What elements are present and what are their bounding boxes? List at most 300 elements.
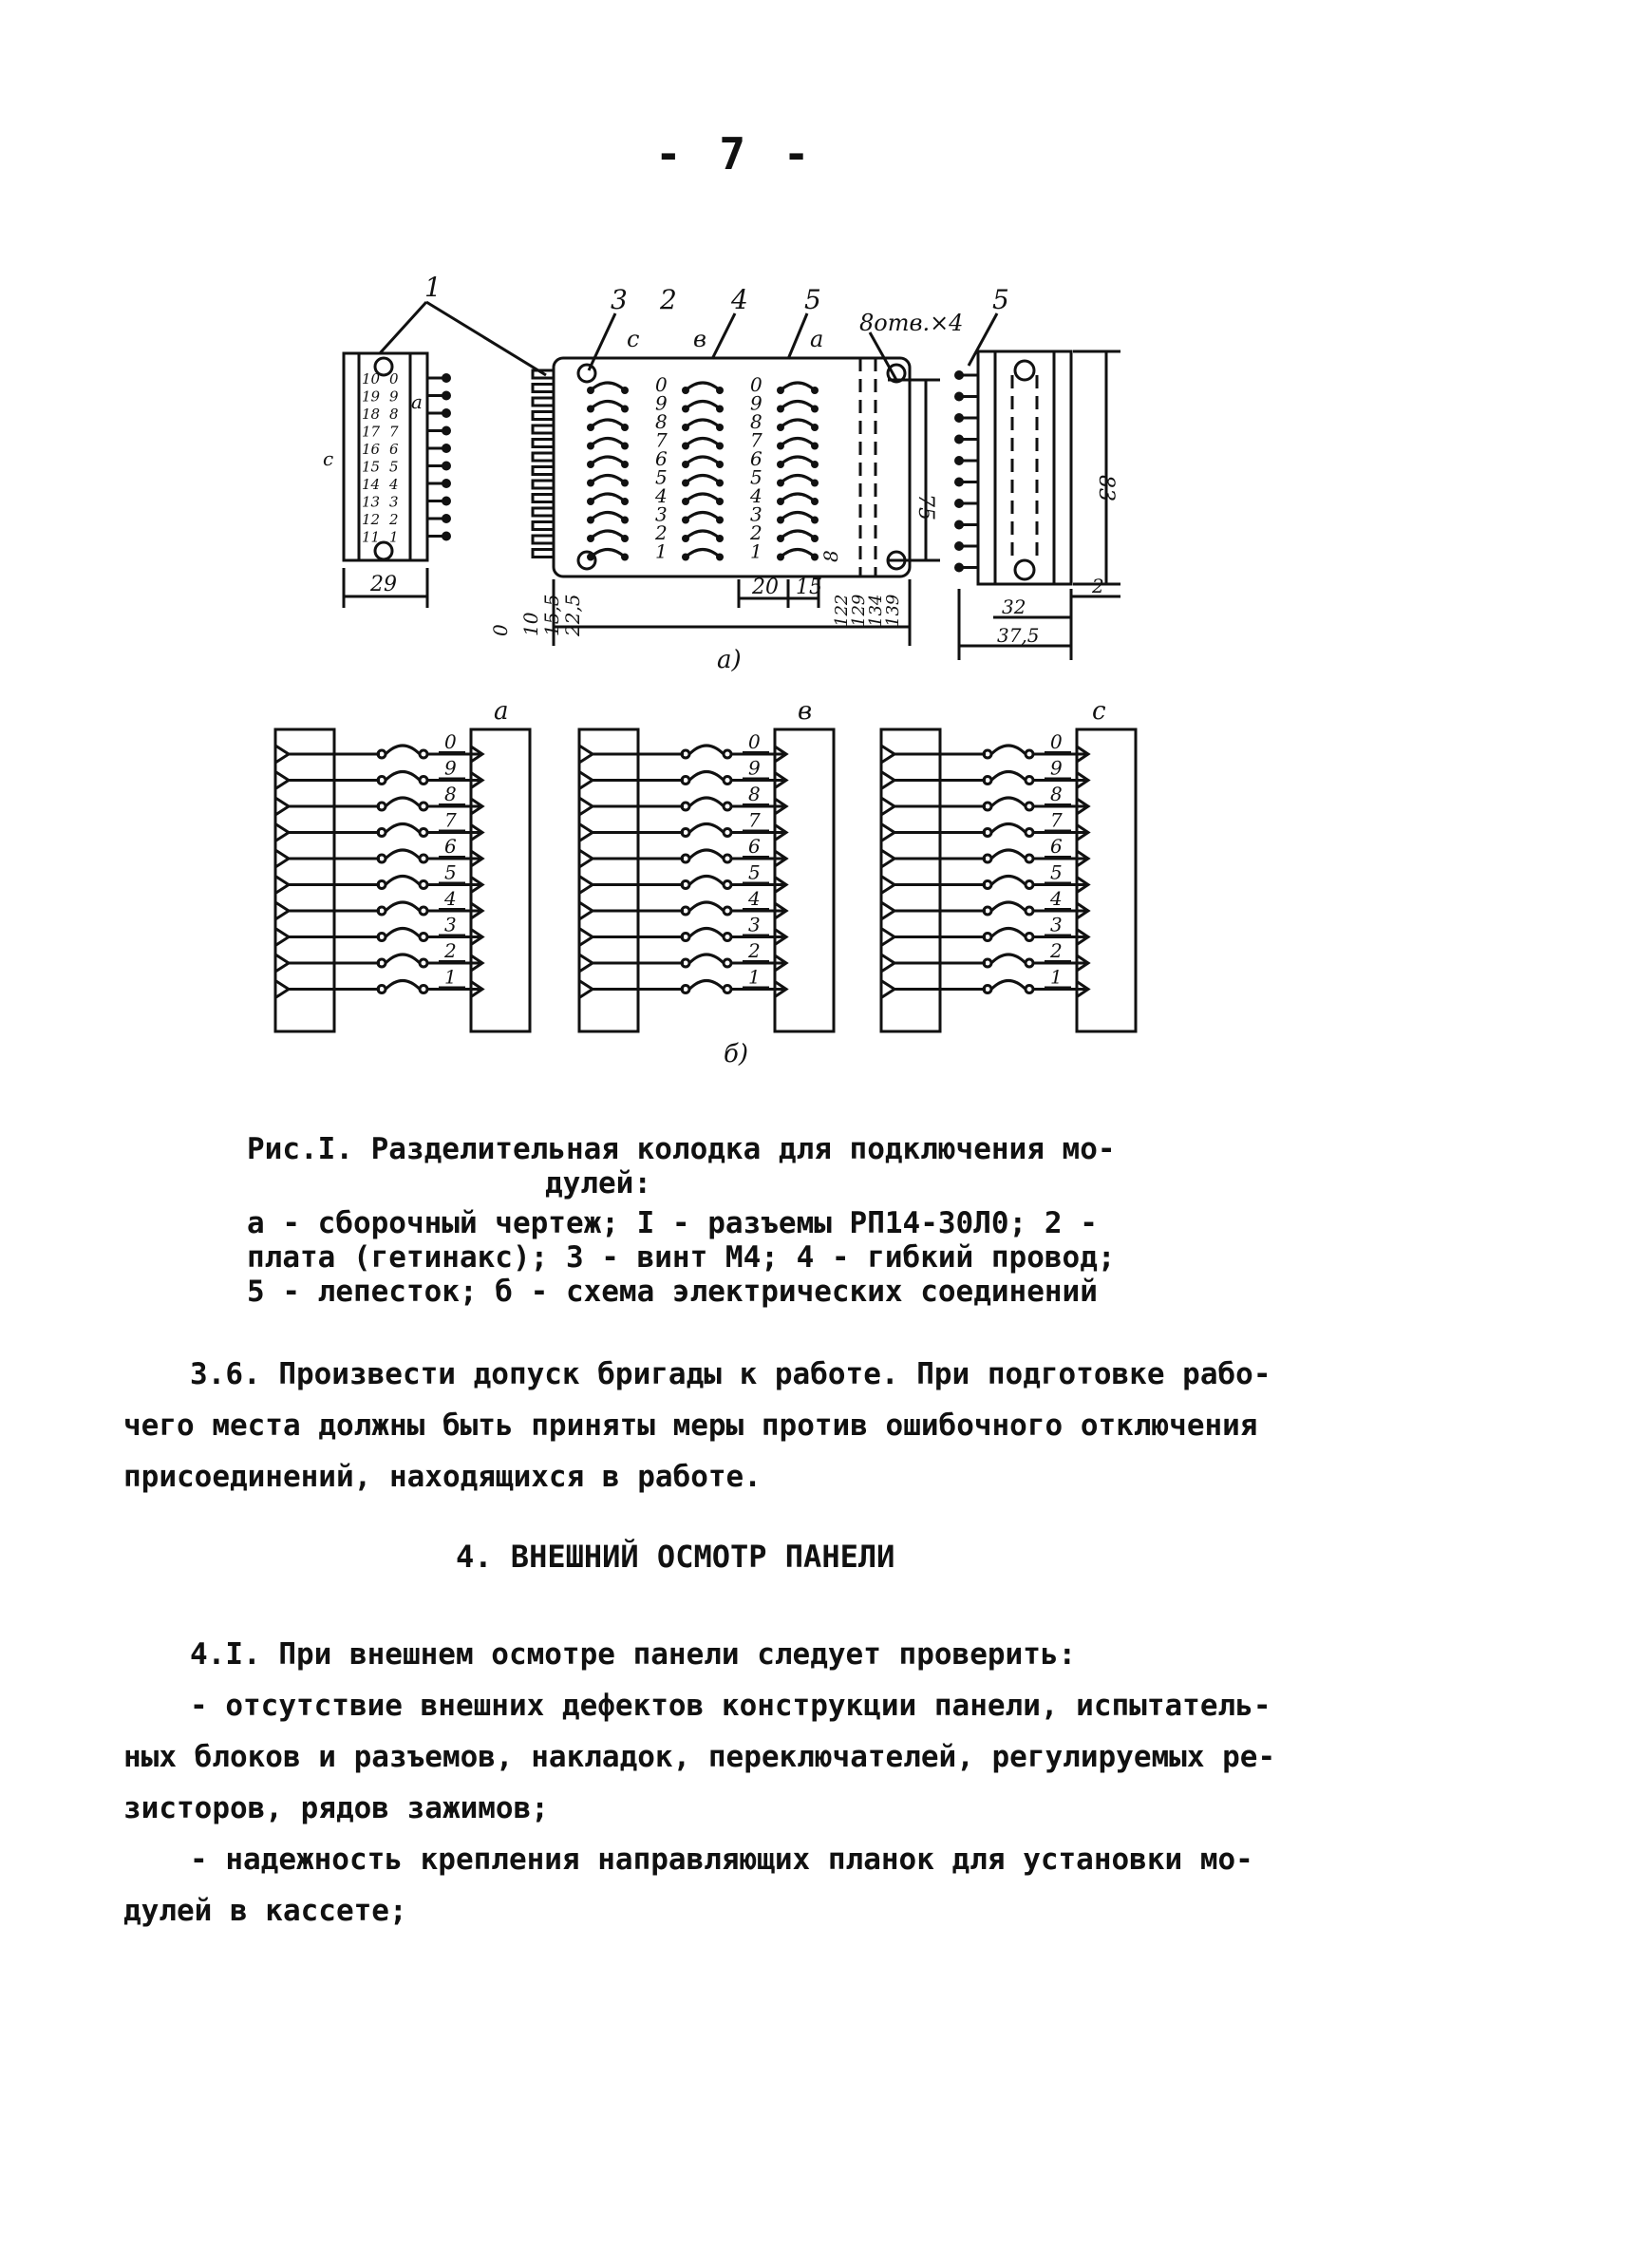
side-pin-number-c: 17: [362, 423, 381, 441]
dim-0: 0: [489, 624, 512, 636]
plate-jumper-end: [587, 554, 594, 561]
schematic-link-arc: [386, 746, 420, 754]
left-connector-pin: [442, 426, 451, 436]
schematic-link-node: [1026, 829, 1033, 837]
caption-legend-line1: a - сборочный чертеж; I - разъемы РП14-30Л0; 2 -: [247, 1206, 1098, 1240]
schematic-input-chevron: [881, 850, 894, 867]
schematic-link-node: [724, 803, 731, 810]
dim-134: 134: [866, 594, 886, 627]
side-pin-number-a: 4: [389, 476, 399, 493]
plate-jumper-arc: [781, 439, 815, 446]
plate-jumper-arc: [781, 383, 815, 390]
paragraph-3-6: [123, 1349, 1519, 1503]
schematic-input-chevron: [579, 798, 593, 815]
side-pin-number-c: 11: [362, 528, 381, 546]
para-4-1-line6: дулей в кассете;: [123, 1894, 407, 1928]
plate-jumper-arc: [781, 420, 815, 427]
plate-jumper-end: [777, 424, 784, 431]
plate-jumper-end: [621, 498, 629, 505]
schematic-link-arc: [386, 929, 420, 937]
plate-jumper-end: [811, 443, 819, 450]
caption-legend-line2: плата (гетинакс); 3 - винт М4; 4 - гибкий провод;: [247, 1240, 1116, 1275]
schematic-link-node: [1026, 777, 1033, 784]
schematic-input-chevron: [579, 929, 593, 946]
schematic-link-node: [682, 907, 689, 915]
plate-jumper-end: [716, 554, 724, 561]
schematic-link-arc: [386, 954, 420, 963]
right-connector-pin: [954, 413, 964, 423]
schematic-input-chevron: [881, 798, 894, 815]
plate-jumper-end: [587, 498, 594, 505]
schematic-input-chevron: [579, 981, 593, 998]
caption-legend: [247, 1206, 1196, 1309]
schematic-link-node: [378, 829, 386, 837]
dim-15: 15: [796, 576, 822, 599]
schematic-terminal-number: 1: [748, 965, 761, 989]
schematic-input-chevron: [881, 902, 894, 919]
side-pin-number-c: 10: [362, 370, 381, 387]
right-connector-pin: [954, 520, 964, 530]
plate-jumper-arc: [781, 531, 815, 539]
plate-jumper-end: [621, 517, 629, 524]
plate-jumper-end: [811, 461, 819, 468]
plate-pin-number: 6: [655, 447, 668, 470]
schematic-link-arc: [689, 824, 724, 833]
para-3-6-line2: чего места должны быть приняты меры против ошибочного отключения: [123, 1408, 1258, 1443]
column-letter-v: в: [693, 326, 706, 352]
schematic-link-arc: [689, 902, 724, 911]
side-pin-number-a: 9: [389, 387, 399, 406]
paragraph-4-1: [123, 1629, 1519, 1937]
plate-jumper-arc: [591, 420, 625, 427]
schematic-terminal-number: 7: [1050, 808, 1063, 832]
schematic-input-chevron: [275, 746, 289, 763]
plate-jumper-arc: [686, 550, 720, 558]
plate-jumper-end: [777, 517, 784, 524]
schematic-input-chevron: [881, 772, 894, 789]
plate-jumper-end: [716, 443, 724, 450]
plate-jumper-end: [811, 406, 819, 413]
plate-jumper-arc: [686, 402, 720, 409]
plate-jumper-end: [777, 535, 784, 542]
schematic-link-arc: [689, 746, 724, 754]
leader-5-right: [969, 313, 997, 366]
plate-jumper-end: [682, 461, 689, 468]
column-letter-a: a: [810, 326, 824, 352]
callout-5-right: 5: [992, 284, 1009, 315]
schematic-link-arc: [991, 877, 1026, 885]
plate-comb-tooth: [533, 481, 554, 488]
plate-body: [554, 358, 910, 576]
schematic-input-chevron: [275, 824, 289, 841]
schematic-link-arc: [991, 798, 1026, 806]
plate-jumper-end: [587, 387, 594, 394]
schematic-link-arc: [991, 929, 1026, 937]
plate-jumper-end: [682, 443, 689, 450]
para-4-1-line3: ных блоков и разъемов, накладок, переключателей, регулируемых ре-: [123, 1740, 1276, 1774]
schematic-link-node: [984, 907, 991, 915]
schematic-input-chevron: [275, 902, 289, 919]
schematic-link-node: [682, 803, 689, 810]
leader-holes: [870, 332, 896, 380]
plate-pin-number: 1: [750, 539, 763, 563]
schematic-link-arc: [991, 746, 1026, 754]
plate-jumper-end: [716, 535, 724, 542]
schematic-terminal-number: 8: [1050, 783, 1063, 805]
left-connector-pin: [442, 497, 451, 506]
schematic-terminal-number: 6: [444, 835, 457, 858]
schematic-terminal-number: 7: [444, 808, 457, 832]
block-v-letter: в: [798, 697, 813, 726]
schematic-link-node: [984, 750, 991, 758]
schematic-link-node: [724, 986, 731, 993]
schematic-link-arc: [689, 877, 724, 885]
schematic-terminal-number: 1: [1050, 965, 1063, 989]
schematic-terminal-number: 3: [1050, 913, 1063, 936]
plate-comb-tooth: [533, 385, 554, 392]
plate-jumper-end: [587, 424, 594, 431]
leader-1: [426, 302, 546, 375]
schematic-link-arc: [689, 929, 724, 937]
schematic-link-node: [724, 907, 731, 915]
plate-jumper-arc: [686, 420, 720, 427]
left-connector-pin: [442, 408, 451, 418]
plate-pin-number: 6: [750, 447, 763, 470]
schematic-link-arc: [386, 850, 420, 859]
schematic-link-arc: [386, 772, 420, 781]
plate-jumper-end: [811, 554, 819, 561]
schematic-link-arc: [689, 954, 724, 963]
plate-jumper-end: [587, 535, 594, 542]
right-connector-pin: [954, 456, 964, 465]
schematic-input-chevron: [275, 877, 289, 894]
plate-jumper-arc: [686, 383, 720, 390]
plate-jumper-arc: [781, 457, 815, 464]
dim-75: 75: [913, 494, 937, 520]
schematic-link-node: [420, 934, 427, 941]
schematic-link-node: [420, 750, 427, 758]
schematic-terminal-number: 5: [1050, 860, 1063, 884]
plate-jumper-end: [621, 461, 629, 468]
plate-jumper-end: [621, 387, 629, 394]
figure-drawing: [0, 0, 1638, 1092]
plate-pin-number: 8: [655, 410, 668, 433]
schematic-link-node: [724, 881, 731, 889]
dim-20: 20: [752, 576, 779, 599]
leader-3: [589, 313, 615, 370]
dim-2: 2: [1092, 575, 1104, 597]
schematic-link-node: [682, 986, 689, 993]
plate-jumper-end: [682, 517, 689, 524]
side-pin-number-c: 16: [362, 441, 381, 458]
schematic-link-node: [378, 881, 386, 889]
connector-right-body: [978, 351, 1071, 584]
plate-jumper-arc: [686, 531, 720, 539]
schematic-input-chevron: [275, 850, 289, 867]
plate-jumper-end: [777, 406, 784, 413]
schematic-link-node: [420, 959, 427, 967]
schematic-link-node: [682, 750, 689, 758]
schematic-input-chevron: [579, 824, 593, 841]
right-connector-pin: [954, 435, 964, 444]
schematic-input-chevron: [275, 929, 289, 946]
callout-5: 5: [804, 284, 821, 315]
schematic-link-node: [378, 803, 386, 810]
schematic-terminal-number: 6: [748, 835, 761, 858]
schematic-input-chevron: [275, 954, 289, 972]
schematic-link-node: [420, 881, 427, 889]
dim-139: 139: [883, 594, 903, 627]
para-4-1-line1: 4.I. При внешнем осмотре панели следует проверить:: [190, 1637, 1077, 1672]
schematic-terminal-number: 9: [444, 756, 457, 780]
schematic-link-node: [984, 803, 991, 810]
left-connector-pin: [442, 462, 451, 471]
plate-comb-tooth: [533, 425, 554, 433]
schematic-link-arc: [386, 877, 420, 885]
schematic-link-arc: [689, 981, 724, 990]
para-4-1-line5: - надежность крепления направляющих планок для установки мо-: [190, 1843, 1253, 1877]
plate-pin-number: 2: [750, 521, 763, 544]
plate-jumper-arc: [686, 439, 720, 446]
plate-jumper-arc: [686, 476, 720, 483]
schematic-input-chevron: [579, 954, 593, 972]
caption-legend-line3: 5 - лепесток; б - схема электрических соединений: [247, 1275, 1098, 1309]
plate-comb-tooth: [533, 550, 554, 558]
dim-15-5: 15,5: [540, 594, 563, 636]
plate-pin-number: 4: [750, 484, 763, 507]
block-a-letter: a: [494, 697, 509, 726]
schematic-link-node: [378, 750, 386, 758]
schematic-link-arc: [689, 772, 724, 781]
schematic-link-node: [420, 777, 427, 784]
schematic-link-node: [1026, 750, 1033, 758]
side-pin-number-c: 14: [362, 476, 381, 493]
schematic-terminal-number: 2: [1050, 939, 1063, 962]
plate-pin-number: 9: [750, 391, 763, 415]
schematic-link-node: [724, 750, 731, 758]
right-connector-pin: [954, 478, 964, 487]
dim-122: 122: [832, 594, 852, 627]
figure-caption: [247, 1132, 1196, 1309]
right-connector-pin: [954, 541, 964, 551]
schematic-link-node: [724, 829, 731, 837]
schematic-link-arc: [689, 798, 724, 806]
schematic-terminal-number: 9: [1050, 756, 1063, 780]
block-c-letter: c: [1092, 697, 1106, 726]
schematic-link-arc: [991, 850, 1026, 859]
plate-jumper-arc: [591, 476, 625, 483]
plate-jumper-arc: [591, 531, 625, 539]
schematic-link-node: [1026, 986, 1033, 993]
para-4-1-line2: - отсутствие внешних дефектов конструкции панели, испытатель-: [190, 1689, 1271, 1723]
schematic-link-node: [682, 881, 689, 889]
schematic-link-node: [984, 881, 991, 889]
right-connector-pin: [954, 370, 964, 380]
plate-jumper-arc: [781, 513, 815, 520]
side-pin-number-a: 2: [389, 511, 399, 528]
schematic-link-node: [682, 777, 689, 784]
side-pin-number-a: 8: [389, 406, 399, 423]
screw-hole: [578, 365, 595, 382]
schematic-terminal-number: 3: [748, 913, 761, 936]
plate-jumper-end: [811, 480, 819, 487]
schematic-link-node: [724, 934, 731, 941]
schematic-link-node: [420, 986, 427, 993]
right-connector-pin: [954, 499, 964, 508]
schematic-link-node: [1026, 881, 1033, 889]
schematic-link-node: [724, 855, 731, 862]
plate-pin-number: 0: [750, 373, 763, 396]
plate-jumper-end: [811, 387, 819, 394]
plate-jumper-arc: [781, 402, 815, 409]
plate-jumper-end: [777, 554, 784, 561]
schematic-input-chevron: [275, 981, 289, 998]
callout-2: 2: [660, 284, 677, 315]
schematic-link-arc: [991, 981, 1026, 990]
plate-jumper-end: [621, 443, 629, 450]
plate-jumper-arc: [686, 513, 720, 520]
callout-3: 3: [611, 284, 628, 315]
holes-note: 8отв.×4: [859, 310, 964, 336]
schematic-terminal-number: 6: [1050, 835, 1063, 858]
schematic-link-arc: [991, 954, 1026, 963]
plate-jumper-end: [811, 498, 819, 505]
side-pin-number-a: 0: [389, 370, 399, 387]
plate-jumper-end: [777, 461, 784, 468]
schematic-terminal-number: 5: [748, 860, 761, 884]
side-pin-number-c: 18: [362, 406, 381, 423]
side-pin-number-a: 1: [389, 528, 399, 546]
plate-pin-number: 3: [750, 502, 763, 526]
column-letter-c: c: [627, 326, 640, 352]
dim-37-5: 37,5: [997, 624, 1040, 647]
schematic-terminal-number: 4: [748, 887, 761, 910]
caption-title-line1: Рис.I. Разделительная колодка для подключения мо-: [247, 1132, 1116, 1166]
schematic-terminal-number: 4: [1050, 887, 1063, 910]
plate-jumper-end: [621, 424, 629, 431]
schematic-link-arc: [386, 798, 420, 806]
schematic-terminal-number: 0: [444, 730, 457, 753]
para-3-6-line3: присоединений, находящихся в работе.: [123, 1460, 762, 1494]
schematic-link-node: [378, 907, 386, 915]
schematic-terminal-number: 5: [444, 860, 457, 884]
connector-right-hole: [1015, 361, 1034, 380]
schematic-terminal-number: 3: [444, 913, 457, 936]
plate-jumper-end: [587, 406, 594, 413]
schematic-link-node: [420, 907, 427, 915]
schematic-link-arc: [689, 850, 724, 859]
plate-jumper-end: [682, 406, 689, 413]
plate-pin-number: 5: [750, 465, 763, 489]
plate-jumper-arc: [591, 439, 625, 446]
schematic-link-node: [1026, 855, 1033, 862]
schematic-link-arc: [991, 902, 1026, 911]
schematic-link-node: [984, 777, 991, 784]
plate-jumper-end: [716, 406, 724, 413]
plate-pin-number: 4: [655, 484, 668, 507]
dim-22-5: 22,5: [561, 594, 584, 636]
plate-pin-number: 7: [655, 428, 668, 452]
plate-jumper-end: [682, 424, 689, 431]
schematic-terminal-number: 1: [444, 965, 457, 989]
plate-jumper-end: [716, 517, 724, 524]
schematic-link-node: [682, 934, 689, 941]
schematic-terminal-number: 9: [748, 756, 761, 780]
plate-jumper-end: [621, 535, 629, 542]
schematic-link-node: [1026, 907, 1033, 915]
schematic-input-chevron: [881, 929, 894, 946]
schematic-link-node: [682, 855, 689, 862]
schematic-link-node: [420, 829, 427, 837]
schematic-input-chevron: [579, 850, 593, 867]
leader-4: [712, 313, 735, 359]
plate-comb-tooth: [533, 453, 554, 461]
plate-pin-number: 8: [750, 410, 763, 433]
side-letter-c: c: [323, 447, 334, 470]
plate-pin-number: 1: [655, 539, 668, 563]
dim-129: 129: [849, 594, 869, 627]
schematic-terminal-number: 4: [444, 887, 457, 910]
schematic-terminal-number: 8: [748, 783, 761, 805]
schematic-link-node: [724, 777, 731, 784]
plate-pin-number: 5: [655, 465, 668, 489]
dim-32: 32: [1002, 595, 1026, 618]
plate-jumper-end: [621, 554, 629, 561]
schematic-link-node: [984, 959, 991, 967]
plate-pin-number: 0: [655, 373, 668, 396]
schematic-link-node: [420, 855, 427, 862]
schematic-terminal-number: 2: [748, 939, 761, 962]
schematic-terminal-number: 8: [444, 783, 457, 805]
plate-jumper-end: [621, 406, 629, 413]
schematic-input-chevron: [275, 798, 289, 815]
dim-29: 29: [370, 573, 397, 596]
dim-8: 8: [819, 550, 842, 562]
plate-jumper-arc: [591, 550, 625, 558]
plate-jumper-arc: [686, 457, 720, 464]
schematic-input-chevron: [579, 746, 593, 763]
schematic-terminal-number: 0: [748, 730, 761, 753]
caption-title-line2: дулей:: [545, 1166, 651, 1200]
leader-1: [380, 302, 426, 353]
plate-comb-tooth: [533, 536, 554, 543]
left-connector-pin: [442, 391, 451, 401]
left-connector-pin: [442, 532, 451, 541]
schematic-link-arc: [386, 902, 420, 911]
plate-pin-number: 3: [655, 502, 668, 526]
para-4-1-line4: зисторов, рядов зажимов;: [123, 1791, 549, 1825]
plate-comb-tooth: [533, 440, 554, 447]
connector-side-body: [344, 353, 427, 560]
plate-jumper-end: [777, 480, 784, 487]
schematic-input-chevron: [579, 877, 593, 894]
plate-jumper-end: [811, 517, 819, 524]
side-pin-number-c: 19: [362, 387, 381, 406]
left-connector-pin: [442, 479, 451, 488]
plate-jumper-arc: [781, 494, 815, 501]
plate-jumper-end: [682, 554, 689, 561]
plate-jumper-end: [682, 498, 689, 505]
schematic-link-node: [1026, 803, 1033, 810]
connector-right-hole: [1015, 560, 1034, 579]
left-connector-pin: [442, 373, 451, 383]
view-a-label: a): [717, 646, 742, 674]
schematic-link-node: [378, 777, 386, 784]
schematic-link-node: [984, 934, 991, 941]
schematic-link-arc: [991, 824, 1026, 833]
schematic-link-arc: [991, 772, 1026, 781]
schematic-input-chevron: [579, 902, 593, 919]
